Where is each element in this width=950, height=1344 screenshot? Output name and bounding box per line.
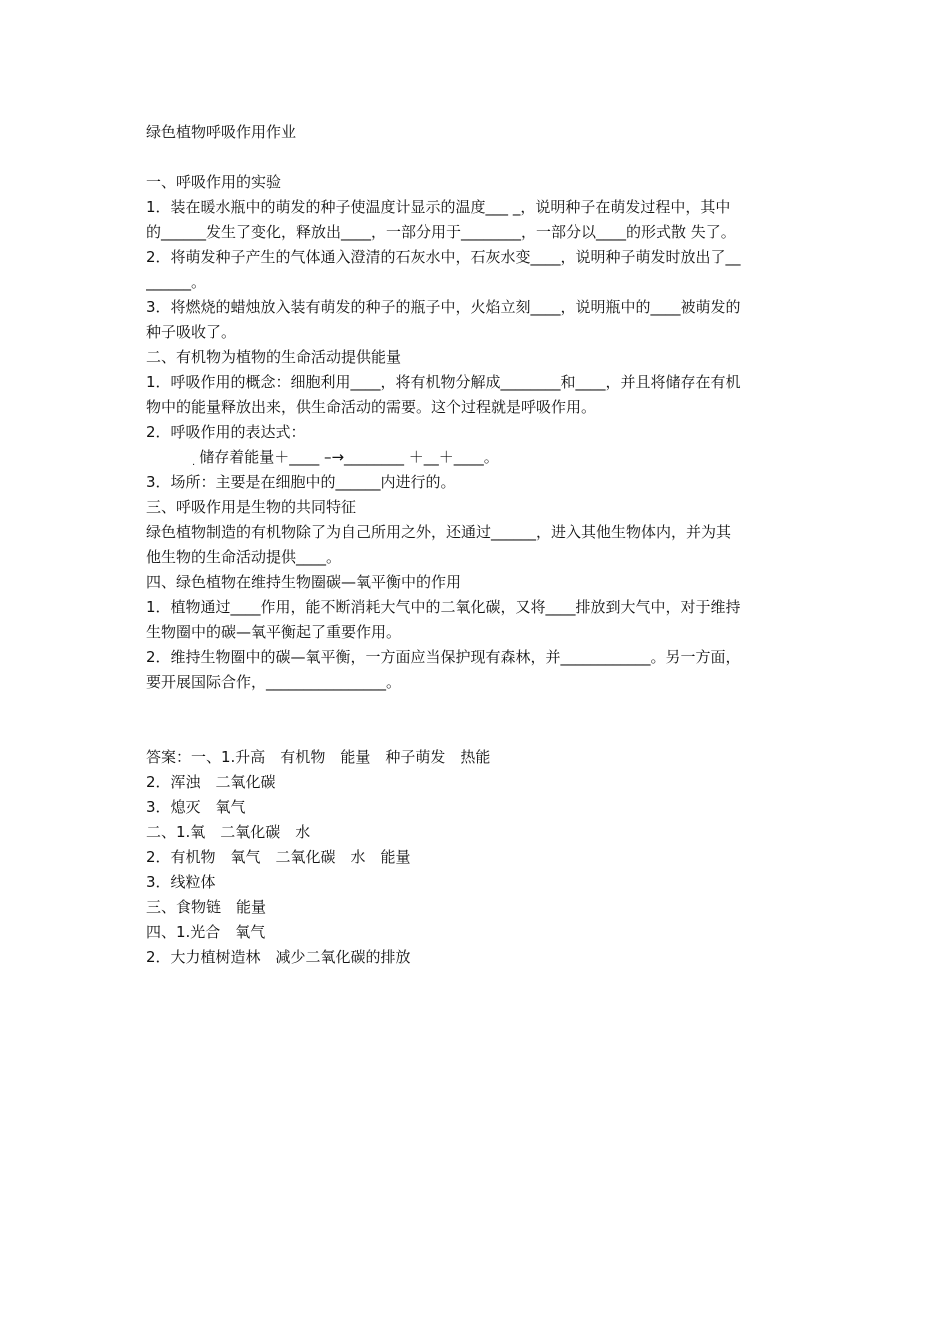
- text-line: 3．将燃烧的蜡烛放入装有萌发的种子的瓶子中，火焰立刻____，说明瓶中的____被萌发的: [146, 298, 741, 316]
- text-line: 要开展国际合作，________________。: [146, 673, 402, 691]
- answer-line: 2．大力植树造林 减少二氧化碳的排放: [146, 948, 411, 966]
- answer-line: 3．线粒体: [146, 873, 216, 891]
- text-line: 三、呼吸作用是生物的共同特征: [146, 498, 357, 516]
- answer-line: 二、1.氧 二氧化碳 水: [146, 823, 311, 841]
- text-line: 种子吸收了。: [146, 323, 237, 341]
- formula-text: 储存着能量＋____ –→________ ＋__＋____。: [199, 448, 499, 466]
- text-line: ______。: [146, 273, 207, 291]
- answer-line: 三、食物链 能量: [146, 898, 267, 916]
- text-line: 1．装在暖水瓶中的萌发的种子使温度计显示的温度___ _，说明种子在萌发过程中，其中: [146, 198, 731, 216]
- answer-line: 3．熄灭 氧气: [146, 798, 246, 816]
- answer-line: 2．有机物 氧气 二氧化碳 水 能量: [146, 848, 411, 866]
- answer-line: 2．浑浊 二氧化碳: [146, 773, 276, 791]
- text-line: 生物圈中的碳—氧平衡起了重要作用。: [146, 623, 402, 641]
- text-line: 的______发生了变化，释放出____，一部分用于________，一部分以____的形式散 失了。: [146, 223, 736, 241]
- text-line: 2．维持生物圈中的碳—氧平衡，一方面应当保护现有森林，并____________。另一方面，: [146, 648, 741, 666]
- text-line: 3．场所：主要是在细胞中的______内进行的。: [146, 473, 456, 491]
- text-line: 1．植物通过____作用，能不断消耗大气中的二氧化碳，又将____排放到大气中，对于维持: [146, 598, 741, 616]
- document-title: 绿色植物呼吸作用作业: [146, 123, 297, 141]
- formula-dot: .: [192, 457, 196, 468]
- text-line: 二、有机物为植物的生命活动提供能量: [146, 348, 402, 366]
- answer-section: [146, 745, 816, 970]
- question-section: [146, 170, 816, 695]
- text-line: 1．呼吸作用的概念：细胞利用____，将有机物分解成________和____，并且将储存在有机: [146, 373, 741, 391]
- text-line: 绿色植物制造的有机物除了为自己所用之外，还通过______，进入其他生物体内，并为其: [146, 523, 732, 541]
- formula-line: [146, 445, 816, 470]
- answer-line: 四、1.光合 氧气: [146, 923, 266, 941]
- text-line: 他生物的生命活动提供____。: [146, 548, 342, 566]
- text-line: 四、绿色植物在维持生物圈碳—氧平衡中的作用: [146, 573, 462, 591]
- text-line: 2．将萌发种子产生的气体通入澄清的石灰水中，石灰水变____，说明种子萌发时放出了__: [146, 248, 741, 266]
- text-line: 物中的能量释放出来，供生命活动的需要。这个过程就是呼吸作用。: [146, 398, 597, 416]
- text-line: 2．呼吸作用的表达式：: [146, 423, 306, 441]
- answer-line: 答案：一、1.升高 有机物 能量 种子萌发 热能: [146, 748, 491, 766]
- text-line: 一、呼吸作用的实验: [146, 173, 282, 191]
- document-page: [146, 120, 816, 970]
